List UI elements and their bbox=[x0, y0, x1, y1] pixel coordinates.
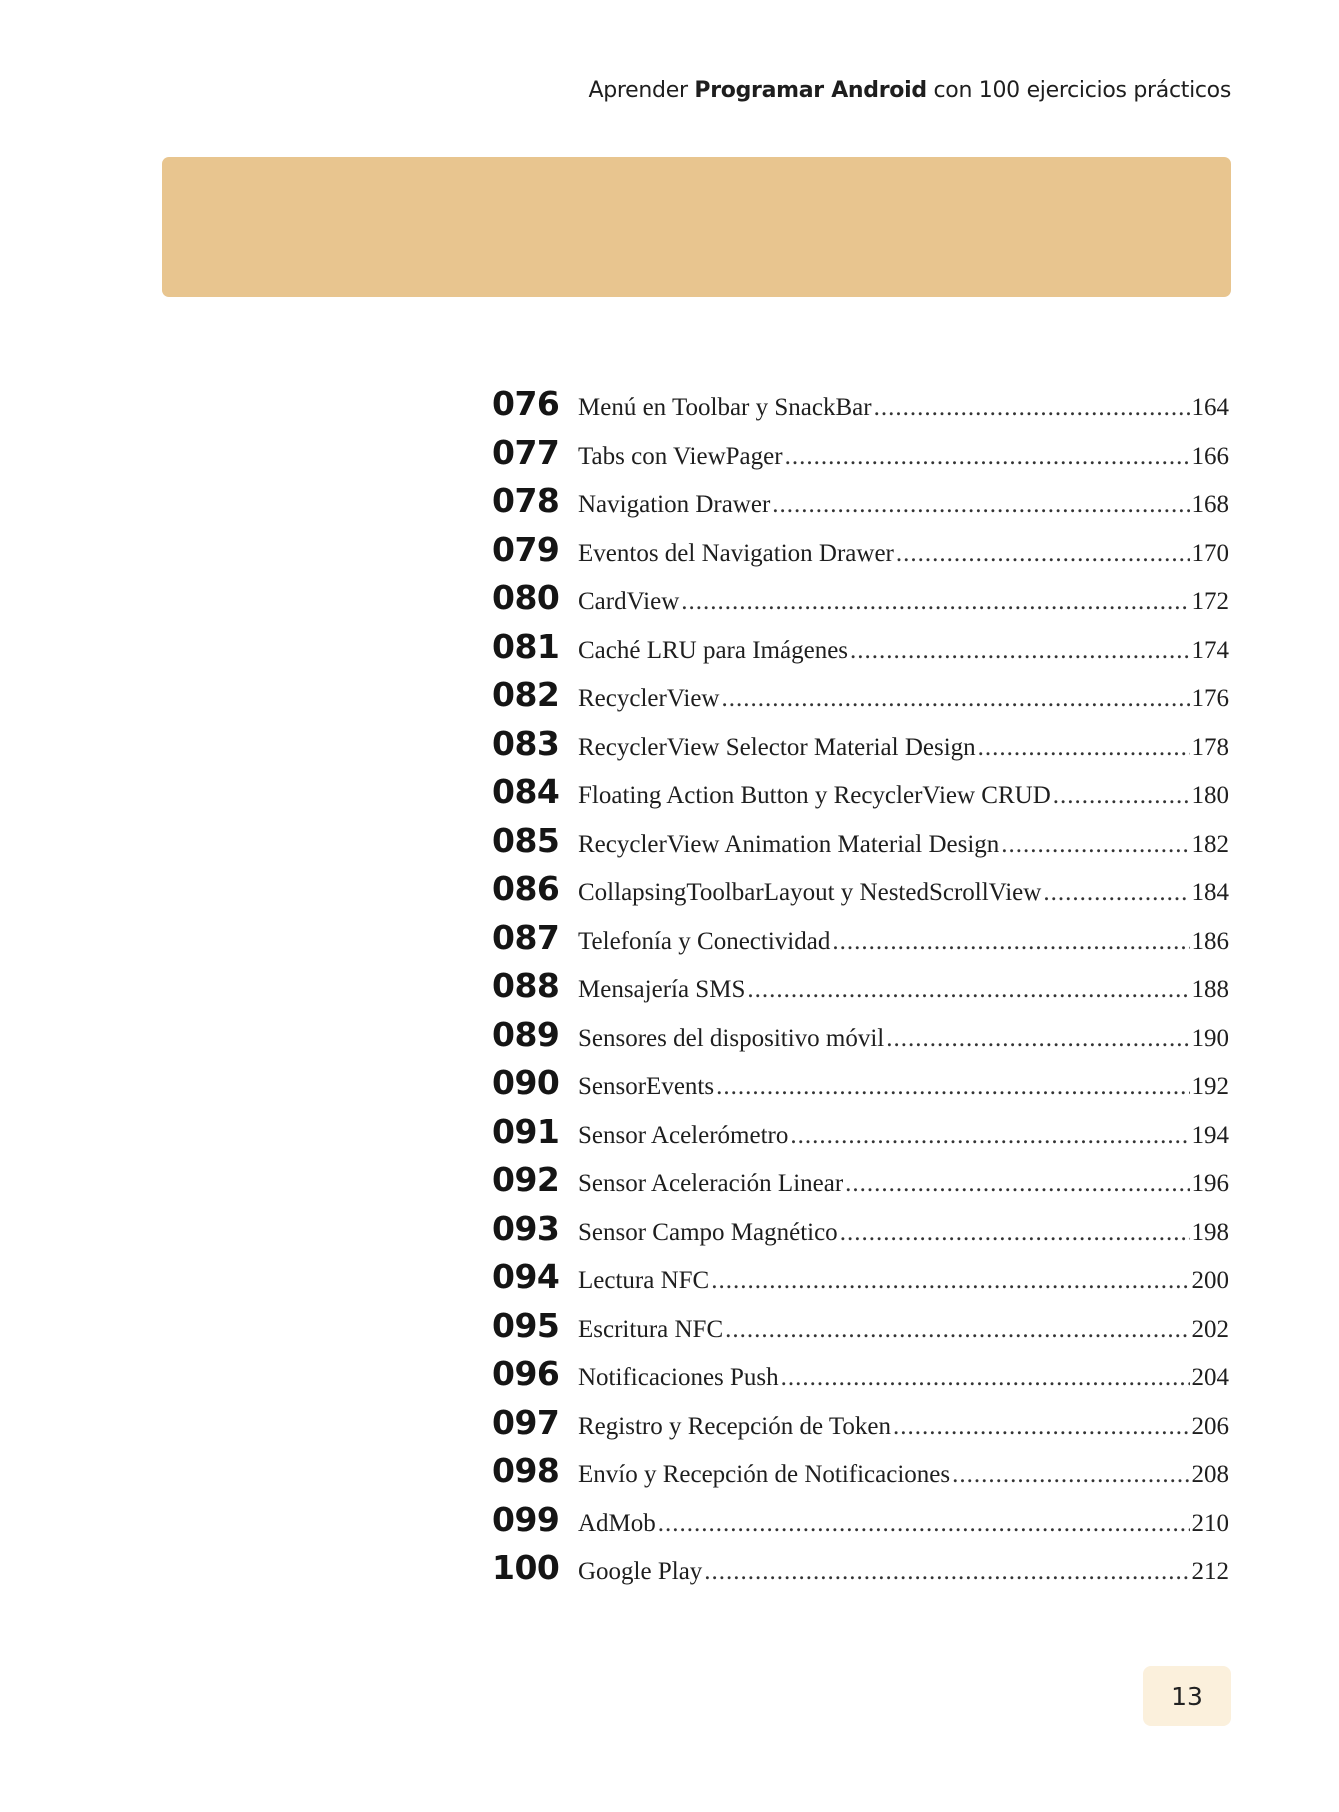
header-prefix: Aprender bbox=[588, 78, 688, 103]
toc-entry-title: Escritura NFC bbox=[578, 1315, 724, 1343]
toc-entry-page: 190 bbox=[1191, 1024, 1229, 1052]
toc-entry-title: Eventos del Navigation Drawer bbox=[578, 539, 894, 567]
dot-leader bbox=[952, 1461, 1189, 1489]
toc-entry-title: Telefonía y Conectividad bbox=[578, 927, 831, 955]
dot-leader bbox=[1043, 879, 1189, 907]
toc-entry-title: RecyclerView bbox=[578, 685, 720, 712]
toc-entry-page: 174 bbox=[1191, 636, 1229, 664]
toc-entry-number: 084 bbox=[492, 772, 560, 811]
toc-entry bbox=[492, 627, 1229, 676]
toc-entry-title: Floating Action Button y RecyclerView CRUD bbox=[578, 782, 1051, 809]
toc-entry-number: 094 bbox=[492, 1257, 560, 1296]
dot-leader bbox=[832, 928, 1189, 956]
toc-entry bbox=[492, 918, 1229, 967]
running-header bbox=[588, 78, 1231, 103]
dot-leader bbox=[681, 588, 1189, 616]
toc-entry-title: CollapsingToolbarLayout y NestedScrollView bbox=[578, 879, 1042, 906]
dot-leader bbox=[711, 1267, 1189, 1295]
toc-entry-number: 096 bbox=[492, 1354, 560, 1393]
toc-entry-page: 182 bbox=[1191, 830, 1229, 858]
toc-entry-number: 085 bbox=[492, 820, 560, 860]
dot-leader bbox=[886, 1025, 1189, 1053]
toc-entry-number: 089 bbox=[492, 1014, 560, 1054]
toc-entry-title: SensorEvents bbox=[578, 1073, 715, 1100]
toc-entry-page: 204 bbox=[1191, 1364, 1229, 1391]
toc-entry bbox=[492, 966, 1229, 1015]
toc-entry-title: Lectura NFC bbox=[578, 1267, 710, 1294]
toc-entry-number: 079 bbox=[492, 529, 560, 569]
toc-entry-page: 192 bbox=[1191, 1073, 1229, 1100]
dot-leader bbox=[704, 1558, 1189, 1586]
toc-entry bbox=[492, 869, 1229, 918]
toc-entry-title: AdMob bbox=[578, 1509, 656, 1537]
toc-entry-number: 082 bbox=[492, 675, 560, 714]
toc-entry-number: 091 bbox=[492, 1111, 560, 1151]
toc-entry-number: 083 bbox=[492, 723, 560, 763]
toc-entry-number: 087 bbox=[492, 917, 560, 957]
toc-entry bbox=[492, 1306, 1229, 1355]
toc-entry bbox=[492, 724, 1229, 773]
toc-entry-number: 090 bbox=[492, 1063, 560, 1102]
dot-leader bbox=[1001, 831, 1189, 859]
toc-entry-page: 186 bbox=[1191, 927, 1229, 955]
toc-entry bbox=[492, 1451, 1229, 1500]
toc-entry bbox=[492, 578, 1229, 627]
toc-entry bbox=[492, 530, 1229, 579]
toc-entry bbox=[492, 772, 1229, 821]
toc-entry-page: 202 bbox=[1191, 1315, 1229, 1343]
header-suffix: con 100 ejercicios prácticos bbox=[933, 78, 1231, 103]
toc-entry-number: 099 bbox=[492, 1499, 560, 1539]
toc-entry-title: Tabs con ViewPager bbox=[578, 442, 783, 470]
toc-entry-page: 208 bbox=[1191, 1461, 1229, 1488]
toc-entry bbox=[492, 384, 1229, 433]
toc-entry-page: 170 bbox=[1191, 539, 1229, 567]
dot-leader bbox=[658, 1510, 1190, 1538]
toc-entry bbox=[492, 1160, 1229, 1209]
dot-leader bbox=[721, 685, 1189, 713]
toc-entry-title: RecyclerView Animation Material Design bbox=[578, 830, 1000, 858]
toc-entry-title: Mensajería SMS bbox=[578, 976, 746, 1003]
toc-entry bbox=[492, 1500, 1229, 1549]
toc-entry-title: Registro y Recepción de Token bbox=[578, 1412, 891, 1440]
page-number: 13 bbox=[1171, 1681, 1203, 1711]
dot-leader bbox=[716, 1073, 1189, 1101]
header-book-title: Programar Android bbox=[694, 78, 927, 103]
toc-entry-number: 076 bbox=[492, 384, 560, 423]
toc-entry-number: 097 bbox=[492, 1402, 560, 1442]
toc-entry-page: 196 bbox=[1191, 1170, 1229, 1197]
dot-leader bbox=[781, 1364, 1190, 1392]
dot-leader bbox=[874, 394, 1190, 422]
toc-entry bbox=[492, 1548, 1229, 1597]
toc-entry-title: RecyclerView Selector Material Design bbox=[578, 733, 976, 761]
toc-entry-number: 086 bbox=[492, 869, 560, 908]
toc-entry-page: 168 bbox=[1191, 491, 1229, 518]
section-banner bbox=[162, 157, 1231, 297]
toc-entry bbox=[492, 1354, 1229, 1403]
toc-entry bbox=[492, 481, 1229, 530]
toc-entry-title: Sensor Acelerómetro bbox=[578, 1121, 789, 1149]
toc-entry-page: 194 bbox=[1191, 1121, 1229, 1149]
toc-entry-title: Google Play bbox=[578, 1558, 703, 1585]
dot-leader bbox=[893, 1413, 1190, 1441]
toc-entry-page: 198 bbox=[1191, 1218, 1229, 1246]
toc-entry-number: 081 bbox=[492, 626, 560, 666]
dot-leader bbox=[850, 637, 1189, 665]
toc-entry-page: 210 bbox=[1191, 1509, 1229, 1537]
toc-entry-title: Caché LRU para Imágenes bbox=[578, 636, 849, 664]
toc-entry bbox=[492, 675, 1229, 724]
toc-entry bbox=[492, 1403, 1229, 1452]
toc-entry bbox=[492, 1112, 1229, 1161]
toc-entry-number: 100 bbox=[492, 1548, 560, 1587]
toc-entry-title: Sensor Aceleración Linear bbox=[578, 1170, 844, 1197]
toc-entry-title: Navigation Drawer bbox=[578, 491, 771, 518]
toc-entry-number: 077 bbox=[492, 432, 560, 472]
toc-entry bbox=[492, 821, 1229, 870]
dot-leader bbox=[1053, 782, 1190, 810]
toc-entry-number: 093 bbox=[492, 1208, 560, 1248]
toc-entry bbox=[492, 1209, 1229, 1258]
toc-entry-title: Sensores del dispositivo móvil bbox=[578, 1024, 885, 1052]
toc-entry-page: 166 bbox=[1191, 442, 1229, 470]
toc-entry-page: 200 bbox=[1191, 1267, 1229, 1294]
toc-entry bbox=[492, 1257, 1229, 1306]
dot-leader bbox=[978, 734, 1190, 762]
dot-leader bbox=[772, 491, 1189, 519]
toc-entry-number: 098 bbox=[492, 1451, 560, 1490]
toc-entry-page: 176 bbox=[1191, 685, 1229, 712]
toc-entry-page: 172 bbox=[1191, 588, 1229, 615]
toc-entry-page: 180 bbox=[1191, 782, 1229, 809]
toc-entry-title: Sensor Campo Magnético bbox=[578, 1218, 838, 1246]
dot-leader bbox=[725, 1316, 1189, 1344]
toc-entry-title: Menú en Toolbar y SnackBar bbox=[578, 394, 872, 421]
toc-entry-number: 088 bbox=[492, 966, 560, 1005]
toc-entry bbox=[492, 1015, 1229, 1064]
toc-entry-number: 078 bbox=[492, 481, 560, 520]
toc-entry-page: 178 bbox=[1191, 733, 1229, 761]
dot-leader bbox=[747, 976, 1189, 1004]
toc-entry-page: 212 bbox=[1191, 1558, 1229, 1585]
dot-leader bbox=[790, 1122, 1189, 1150]
toc-entry-title: Envío y Recepción de Notificaciones bbox=[578, 1461, 951, 1488]
toc-entry-number: 095 bbox=[492, 1305, 560, 1345]
toc-entry-page: 206 bbox=[1191, 1412, 1229, 1440]
dot-leader bbox=[896, 540, 1190, 568]
toc-entry-number: 092 bbox=[492, 1160, 560, 1199]
toc-entry-title: Notificaciones Push bbox=[578, 1364, 779, 1391]
page-number-badge bbox=[1143, 1666, 1231, 1726]
toc-entry bbox=[492, 1063, 1229, 1112]
toc-entry-page: 184 bbox=[1191, 879, 1229, 906]
dot-leader bbox=[785, 443, 1190, 471]
table-of-contents bbox=[492, 384, 1229, 1597]
dot-leader bbox=[845, 1170, 1189, 1198]
dot-leader bbox=[840, 1219, 1190, 1247]
toc-entry-page: 164 bbox=[1191, 394, 1229, 421]
toc-entry-title: CardView bbox=[578, 588, 680, 615]
toc-entry-number: 080 bbox=[492, 578, 560, 617]
toc-entry-page: 188 bbox=[1191, 976, 1229, 1003]
toc-entry bbox=[492, 433, 1229, 482]
